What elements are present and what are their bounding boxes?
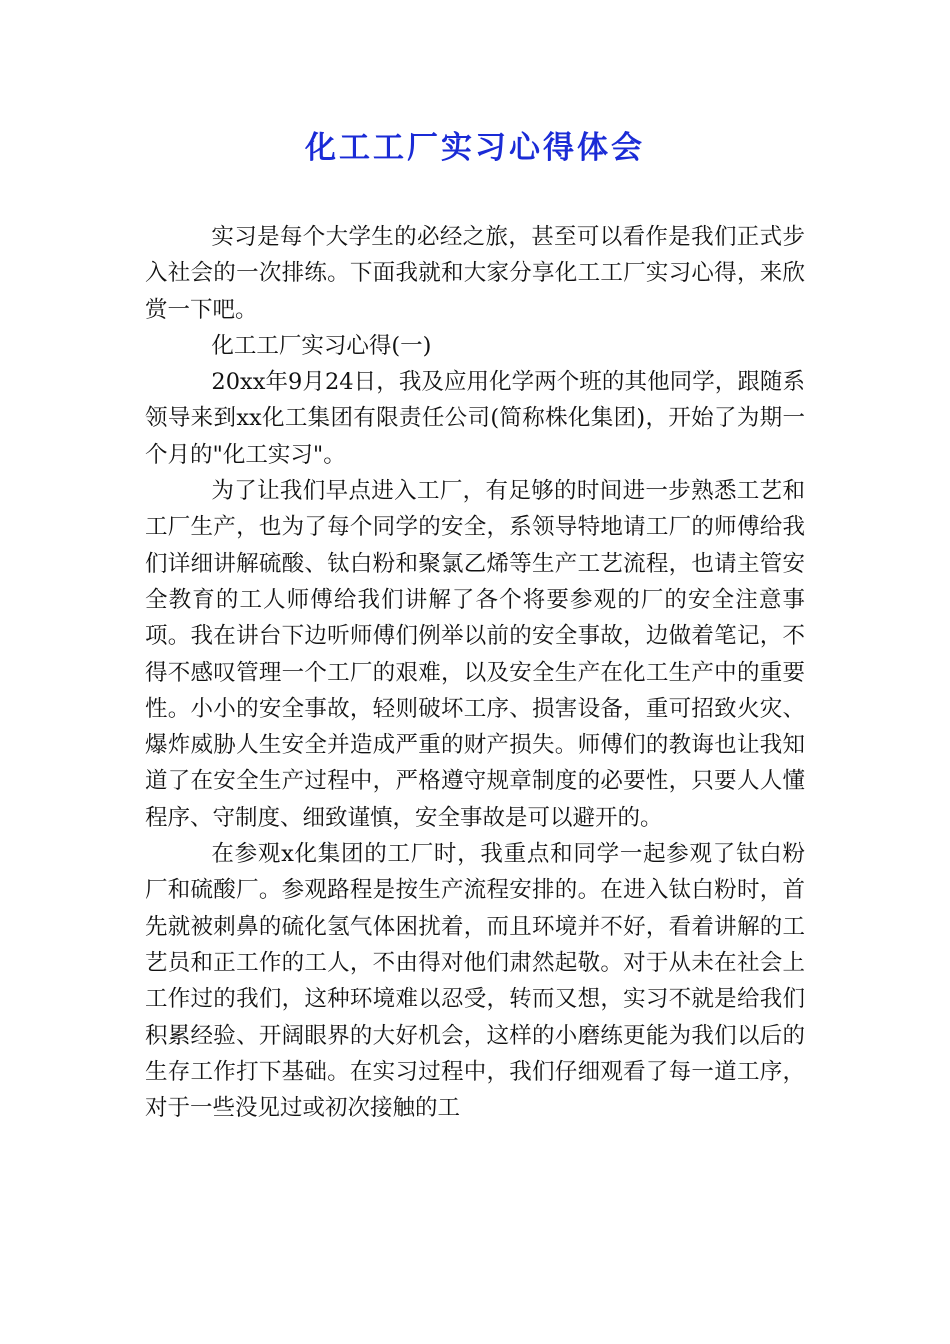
section-heading: 化工工厂实习心得(一) [211,332,432,359]
page-title: 化工工厂实习心得体会 [305,130,645,166]
body-paragraph: 为了让我们早点进入工厂，有足够的时间进一步熟悉工艺和工厂生产，也为了每个同学的安全，系领导特地请工厂的师傅给我们详细讲解硫酸、钛白粉和聚氯乙烯等生产工艺流程，也请主管安全教育的工人师傅给我们讲解了各个将要参观的厂的安全注意事项。我在讲台下边听师傅们例举以前的安全事故，边做着笔记，不得不感叹管理一个工厂的艰难，以及安全生产在化工生产中的重要性。小小的安全事故，轻则破坏工序、损害设备，重可招致火灾、爆炸威胁人生安全并造成严重的财产损失。师傅们的教诲也让我知道了在安全生产过程中，严格遵守规章制度的必要性，只要人人懂程序、守制度、细致谨慎，安全事故是可以避开的。 [145,478,805,831]
intro-paragraph: 实习是每个大学生的必经之旅，甚至可以看作是我们正式步入社会的一次排练。下面我就和大家分享化工工厂实习心得，来欣赏一下吧。 [145,224,805,323]
body-paragraph: 在参观x化集团的工厂时，我重点和同学一起参观了钛白粉厂和硫酸厂。参观路程是按生产流程安排的。在进入钛白粉时，首先就被刺鼻的硫化氢气体困扰着，而且环境并不好，看着讲解的工艺员和正工作的工人，不由得对他们肃然起敬。对于从未在社会上工作过的我们，这种环境难以忍受，转而又想，实习不就是给我们积累经验、开阔眼界的大好机会，这样的小磨练更能为我们以后的生存工作打下基础。在实习过程中，我们仔细观看了每一道工序，对于一些没见过或初次接触的工 [145,841,805,1122]
document-body [145,219,805,1126]
body-paragraph: 20xx年9月24日，我及应用化学两个班的其他同学，跟随系领导来到xx化工集团有限责任公司(简称株化集团)，开始了为期一个月的"化工实习"。 [145,369,805,468]
